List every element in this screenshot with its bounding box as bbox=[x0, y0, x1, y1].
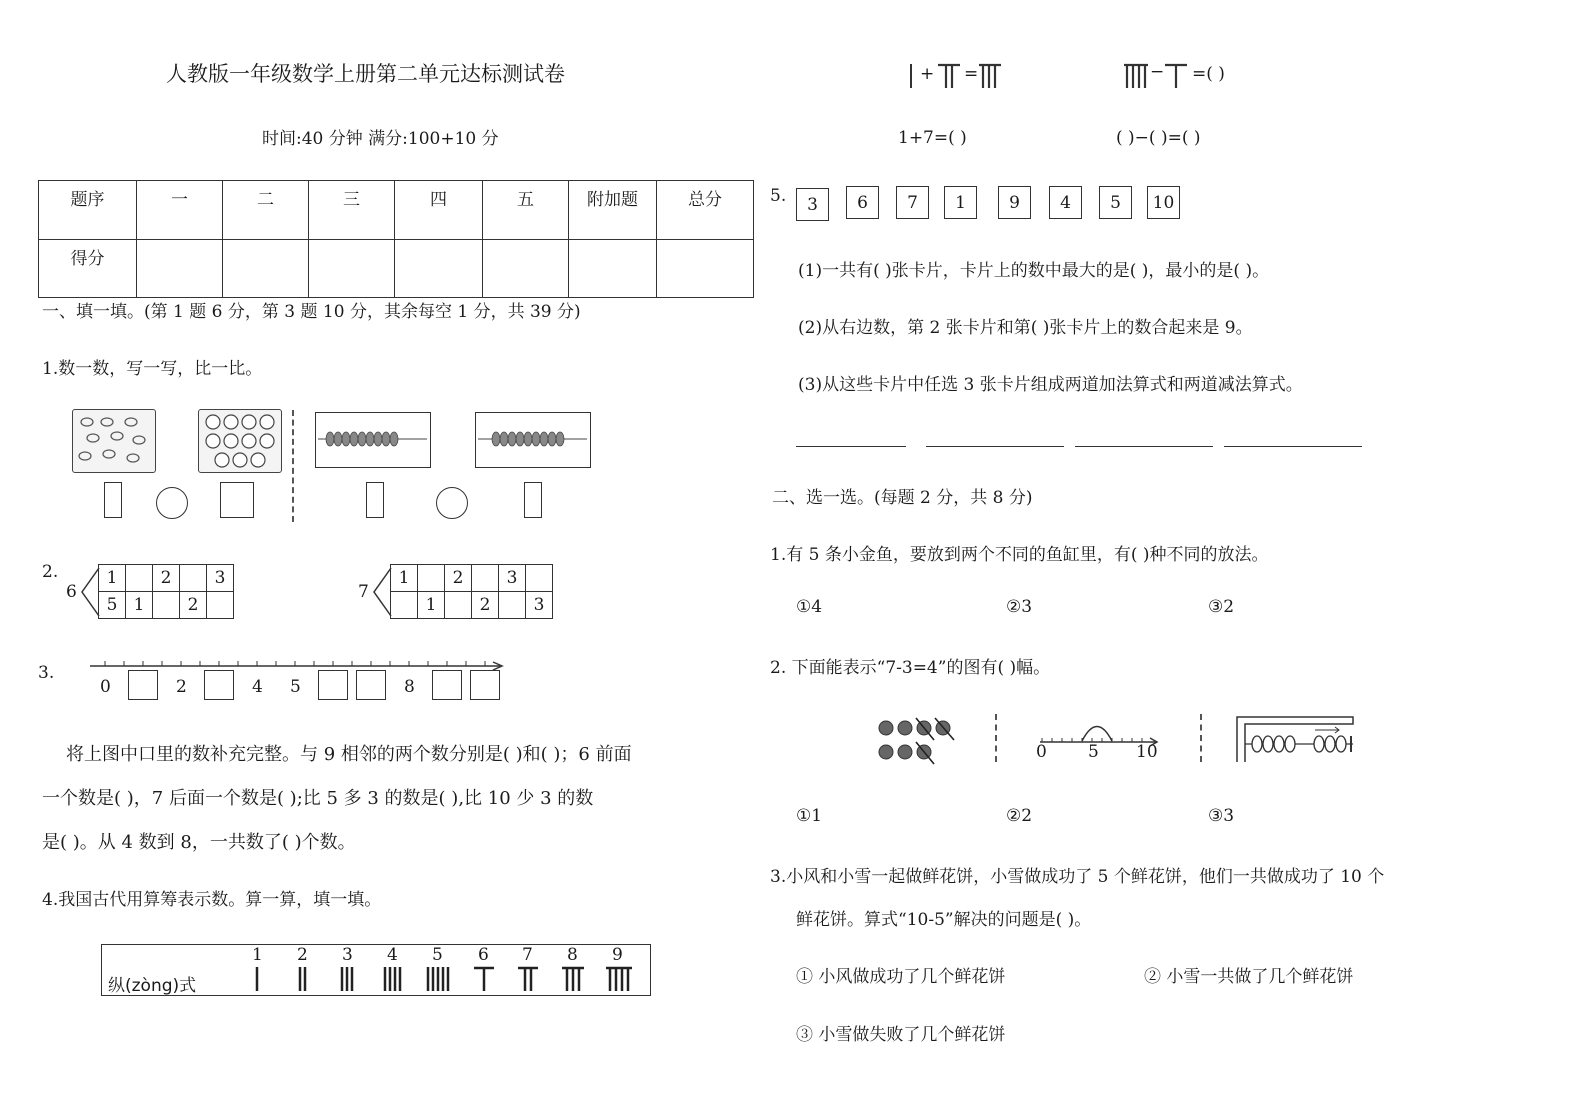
answer-box-abacus-1[interactable] bbox=[366, 482, 384, 518]
rod-number: 7 bbox=[522, 945, 533, 965]
answer-line[interactable] bbox=[796, 446, 906, 447]
volleyballs-icon bbox=[199, 410, 281, 472]
rod-six-icon bbox=[1164, 62, 1188, 90]
answer-line[interactable] bbox=[1075, 446, 1213, 447]
question-1-text: 1.数一数，写一写，比一比。 bbox=[42, 359, 263, 379]
grid-cell: 3 bbox=[499, 565, 526, 592]
q2-numline-label: 0 bbox=[1036, 742, 1047, 762]
rod-number: 6 bbox=[478, 945, 489, 965]
abacus-beads-icon bbox=[476, 413, 589, 466]
rod-one-icon bbox=[906, 62, 918, 90]
score-header-cell: 四 bbox=[395, 181, 483, 240]
rod-equation-plus: + bbox=[920, 64, 935, 84]
section2-question-3-line-1: 3.小风和小雪一起做鲜花饼，小雪做成功了 5 个鲜花饼，他们一共做成功了 10 个 bbox=[770, 867, 1385, 887]
rod-number: 1 bbox=[252, 945, 263, 965]
rod-equation-2-result: =( ) bbox=[1192, 64, 1225, 84]
rod-number: 8 bbox=[567, 945, 578, 965]
section2-question-2: 2. 下面能表示“7-3=4”的图有( )幅。 bbox=[770, 658, 1051, 678]
number-card: 6 bbox=[846, 186, 879, 219]
numline-label: 5 bbox=[290, 677, 301, 697]
grid-cell: 1 bbox=[126, 592, 153, 619]
number-card: 7 bbox=[896, 186, 929, 219]
numline-label: 8 bbox=[404, 677, 415, 697]
grid-cell[interactable] bbox=[207, 592, 234, 619]
equation-1-plus-7: 1+7=( ) bbox=[898, 128, 967, 148]
turtles-icon bbox=[73, 410, 155, 472]
divider bbox=[1200, 714, 1202, 762]
numline-answer-box[interactable] bbox=[470, 670, 500, 700]
numline-label: 0 bbox=[100, 677, 111, 697]
number-card: 5 bbox=[1099, 186, 1132, 219]
option-3[interactable]: ③2 bbox=[1208, 597, 1235, 617]
answer-box-volleyballs[interactable] bbox=[220, 482, 254, 518]
grid-cell[interactable] bbox=[180, 565, 207, 592]
number-card: 4 bbox=[1049, 186, 1082, 219]
peaches-crossed-icon bbox=[872, 710, 972, 768]
q2-numline-label: 10 bbox=[1136, 742, 1158, 762]
grid-cell[interactable] bbox=[126, 565, 153, 592]
number-card: 1 bbox=[944, 186, 977, 219]
grid-cell[interactable] bbox=[391, 592, 418, 619]
question-5-label: 5. bbox=[770, 186, 787, 206]
score-table-header-row bbox=[39, 181, 754, 240]
rod-nine-icon bbox=[1123, 62, 1149, 90]
split-grid-right bbox=[390, 564, 553, 619]
grid-cell: 1 bbox=[391, 565, 418, 592]
score-cell[interactable] bbox=[223, 239, 309, 298]
grid-cell: 2 bbox=[180, 592, 207, 619]
rod-number: 3 bbox=[342, 945, 353, 965]
score-cell[interactable] bbox=[569, 239, 657, 298]
split-grid-left bbox=[98, 564, 234, 619]
score-table bbox=[38, 180, 754, 298]
question-3-label: 3. bbox=[38, 663, 55, 683]
split-total-left: 6 bbox=[66, 582, 77, 602]
question-5-sub-2: (2)从右边数，第 2 张卡片和第( )张卡片上的数合起来是 9。 bbox=[798, 318, 1253, 338]
score-table-score-row bbox=[39, 239, 754, 298]
rod-number: 9 bbox=[612, 945, 623, 965]
option-2[interactable]: ② 小雪一共做了几个鲜花饼 bbox=[1144, 967, 1354, 987]
answer-box-abacus-2[interactable] bbox=[524, 482, 542, 518]
option-2[interactable]: ②2 bbox=[1006, 806, 1033, 826]
answer-line[interactable] bbox=[926, 446, 1064, 447]
grid-cell[interactable] bbox=[526, 565, 553, 592]
number-card: 10 bbox=[1147, 186, 1180, 219]
question-3-text-line-1: 将上图中口里的数补充完整。与 9 相邻的两个数分别是( )和( )；6 前面 bbox=[66, 744, 632, 765]
score-cell[interactable] bbox=[309, 239, 395, 298]
rod-number: 2 bbox=[297, 945, 308, 965]
section2-question-1: 1.有 5 条小金鱼，要放到两个不同的鱼缸里，有( )种不同的放法。 bbox=[770, 545, 1269, 565]
option-1[interactable]: ① 小风做成功了几个鲜花饼 bbox=[796, 967, 1006, 987]
grid-cell: 1 bbox=[418, 592, 445, 619]
number-card: 3 bbox=[796, 188, 829, 221]
section2-heading: 二、选一选。(每题 2 分，共 8 分) bbox=[772, 488, 1033, 508]
score-cell[interactable] bbox=[483, 239, 569, 298]
section2-question-3-line-2: 鲜花饼。算式“10-5”解决的问题是( )。 bbox=[796, 910, 1092, 930]
rod-seven-icon bbox=[937, 62, 961, 90]
grid-cell: 1 bbox=[99, 565, 126, 592]
rod-number: 5 bbox=[432, 945, 443, 965]
abacus-picture-1 bbox=[315, 412, 431, 468]
option-3[interactable]: ③ 小雪做失败了几个鲜花饼 bbox=[796, 1025, 1006, 1045]
score-header-cell: 五 bbox=[483, 181, 569, 240]
grid-cell[interactable] bbox=[445, 592, 472, 619]
numline-answer-box[interactable] bbox=[128, 670, 158, 700]
split-bracket-icon bbox=[372, 566, 392, 618]
rods-label: 纵(zòng)式 bbox=[108, 976, 197, 996]
option-2[interactable]: ②3 bbox=[1006, 597, 1033, 617]
question-3-text-line-3: 是( )。从 4 数到 8，一共数了( )个数。 bbox=[42, 832, 356, 853]
option-3[interactable]: ③3 bbox=[1208, 806, 1235, 826]
grid-cell: 3 bbox=[207, 565, 234, 592]
numline-label: 2 bbox=[176, 677, 187, 697]
question-3-text-line-2: 一个数是( )，7 后面一个数是( );比 5 多 3 的数是( ),比 10 少 3 的数 bbox=[42, 788, 594, 809]
score-header-cell: 附加题 bbox=[569, 181, 657, 240]
grid-cell: 2 bbox=[445, 565, 472, 592]
split-total-right: 7 bbox=[358, 582, 369, 602]
page-title: 人教版一年级数学上册第二单元达标测试卷 bbox=[166, 62, 565, 86]
abacus-picture-2 bbox=[475, 412, 591, 468]
score-row-label: 得分 bbox=[39, 239, 137, 298]
score-header-cell: 题序 bbox=[39, 181, 137, 240]
answer-box-turtles[interactable] bbox=[104, 482, 122, 518]
divider bbox=[995, 714, 997, 762]
question-5-sub-1: (1)一共有( )张卡片，卡片上的数中最大的是( )，最小的是( )。 bbox=[798, 261, 1270, 281]
question-5-sub-3: (3)从这些卡片中任选 3 张卡片组成两道加法算式和两道减法算式。 bbox=[798, 375, 1303, 395]
score-header-cell: 二 bbox=[223, 181, 309, 240]
volleyballs-picture bbox=[198, 409, 282, 473]
section1-heading: 一、填一填。(第 1 题 6 分，第 3 题 10 分，其余每空 1 分，共 39 分) bbox=[42, 302, 581, 322]
grid-cell[interactable] bbox=[472, 565, 499, 592]
rod-equation-equals: = bbox=[964, 64, 979, 84]
number-card: 9 bbox=[998, 186, 1031, 219]
compare-circle-2[interactable] bbox=[436, 487, 468, 519]
exam-meta: 时间:40 分钟 满分:100+10 分 bbox=[262, 129, 499, 149]
question-2-label: 2. bbox=[42, 562, 59, 582]
numline-answer-box[interactable] bbox=[204, 670, 234, 700]
grid-cell: 3 bbox=[526, 592, 553, 619]
grid-cell: 2 bbox=[153, 565, 180, 592]
grid-cell[interactable] bbox=[499, 592, 526, 619]
rod-equation-minus: − bbox=[1150, 62, 1165, 82]
turtles-picture bbox=[72, 409, 156, 473]
score-cell[interactable] bbox=[395, 239, 483, 298]
abacus-beads-icon bbox=[316, 413, 429, 466]
score-cell[interactable] bbox=[657, 239, 754, 298]
compare-circle-1[interactable] bbox=[156, 487, 188, 519]
numline-answer-box[interactable] bbox=[318, 670, 348, 700]
abacus-frame-icon bbox=[1235, 714, 1357, 764]
divider bbox=[292, 410, 294, 522]
option-1[interactable]: ①1 bbox=[796, 806, 823, 826]
score-header-cell: 总分 bbox=[657, 181, 754, 240]
score-cell[interactable] bbox=[137, 239, 223, 298]
grid-cell: 5 bbox=[99, 592, 126, 619]
question-4-text: 4.我国古代用算筹表示数。算一算，填一填。 bbox=[42, 890, 382, 910]
rod-eight-icon bbox=[978, 62, 1002, 90]
grid-cell: 2 bbox=[472, 592, 499, 619]
grid-cell[interactable] bbox=[153, 592, 180, 619]
counting-rods-strip bbox=[101, 944, 651, 996]
grid-cell[interactable] bbox=[418, 565, 445, 592]
numline-answer-box[interactable] bbox=[432, 670, 462, 700]
equation-blank-subtraction: ( )−( )=( ) bbox=[1116, 128, 1201, 148]
split-bracket-icon bbox=[80, 566, 100, 618]
option-1[interactable]: ①4 bbox=[796, 597, 823, 617]
answer-line[interactable] bbox=[1224, 446, 1362, 447]
rod-number: 4 bbox=[387, 945, 398, 965]
score-header-cell: 三 bbox=[309, 181, 395, 240]
score-header-cell: 一 bbox=[137, 181, 223, 240]
numline-label: 4 bbox=[252, 677, 263, 697]
q2-numline-label: 5 bbox=[1088, 742, 1099, 762]
counting-rods-icon bbox=[242, 965, 642, 993]
numline-answer-box[interactable] bbox=[356, 670, 386, 700]
